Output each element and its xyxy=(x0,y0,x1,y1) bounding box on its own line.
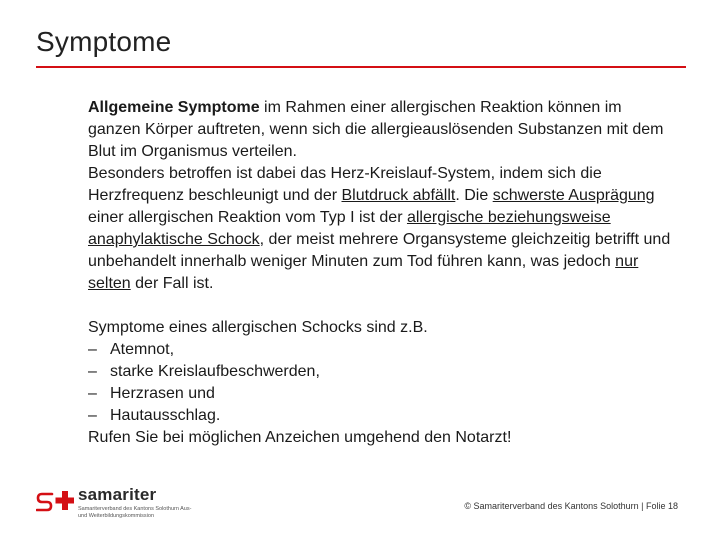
underlined-term: schwerste Ausprägung xyxy=(492,187,655,204)
symptom-list xyxy=(88,339,678,427)
list-item-text: starke Kreislaufbeschwerden, xyxy=(110,363,320,380)
list-item-text: Herzrasen und xyxy=(110,385,215,402)
underlined-term: nur selten xyxy=(88,253,639,292)
paragraph-general-symptoms xyxy=(88,97,678,163)
bullet-dash: – xyxy=(88,363,97,380)
spacer xyxy=(88,295,678,317)
paragraph-emergency-call: Rufen Sie bei möglichen Anzeichen umgehend den Notarzt! xyxy=(88,429,512,446)
paragraph-text: Besonders betroffen ist dabei das Herz-Kreislauf-System, indem sich die Herzfrequenz beschleunigt und der xyxy=(88,165,602,204)
underlined-term: allergische beziehungsweise anaphylaktische Schock xyxy=(88,209,611,248)
list-item xyxy=(88,361,678,383)
bullet-dash: – xyxy=(88,341,97,358)
paragraph-text: , der meist mehrere Organsysteme gleichzeitig betrifft und unbehandelt innerhalb weniger Minuten zum Tod führen kann, was jedoch xyxy=(88,231,671,270)
title-divider xyxy=(36,66,686,68)
bold-term: Allgemeine Symptome xyxy=(88,99,260,116)
paragraph-shock-symptoms-intro: Symptome eines allergischen Schocks sind z.B. xyxy=(88,319,428,336)
samariter-logo xyxy=(36,486,196,522)
list-item xyxy=(88,405,678,427)
slide-footer: © Samariterverband des Kantons Solothurn | Folie 18 xyxy=(464,501,678,511)
samariter-logo-icon xyxy=(36,488,74,518)
bullet-dash: – xyxy=(88,407,97,424)
paragraph-cardiovascular xyxy=(88,163,678,295)
bullet-dash: – xyxy=(88,385,97,402)
logo-name: samariter xyxy=(78,485,157,504)
list-item-text: Hautausschlag. xyxy=(110,407,221,424)
paragraph-text: einer allergischen Reaktion vom Typ I ist der xyxy=(88,209,407,226)
paragraph-text: im Rahmen einer allergischen Reaktion können im ganzen Körper auftreten, wenn sich die allergieauslösenden Substanzen mit dem Blut im Organismus verteilen. xyxy=(88,99,664,160)
list-item xyxy=(88,383,678,405)
logo-subtitle: Samariterverband des Kantons Solothurn Aus- und Weiterbildungskommission xyxy=(78,506,192,519)
slide-content xyxy=(88,97,678,449)
list-item-text: Atemnot, xyxy=(110,341,175,358)
underlined-term: Blutdruck abfällt xyxy=(341,187,456,204)
paragraph-text: der Fall ist. xyxy=(130,275,214,292)
list-item xyxy=(88,339,678,361)
slide-title: Symptome xyxy=(36,26,172,57)
paragraph-text: . Die xyxy=(455,187,493,204)
